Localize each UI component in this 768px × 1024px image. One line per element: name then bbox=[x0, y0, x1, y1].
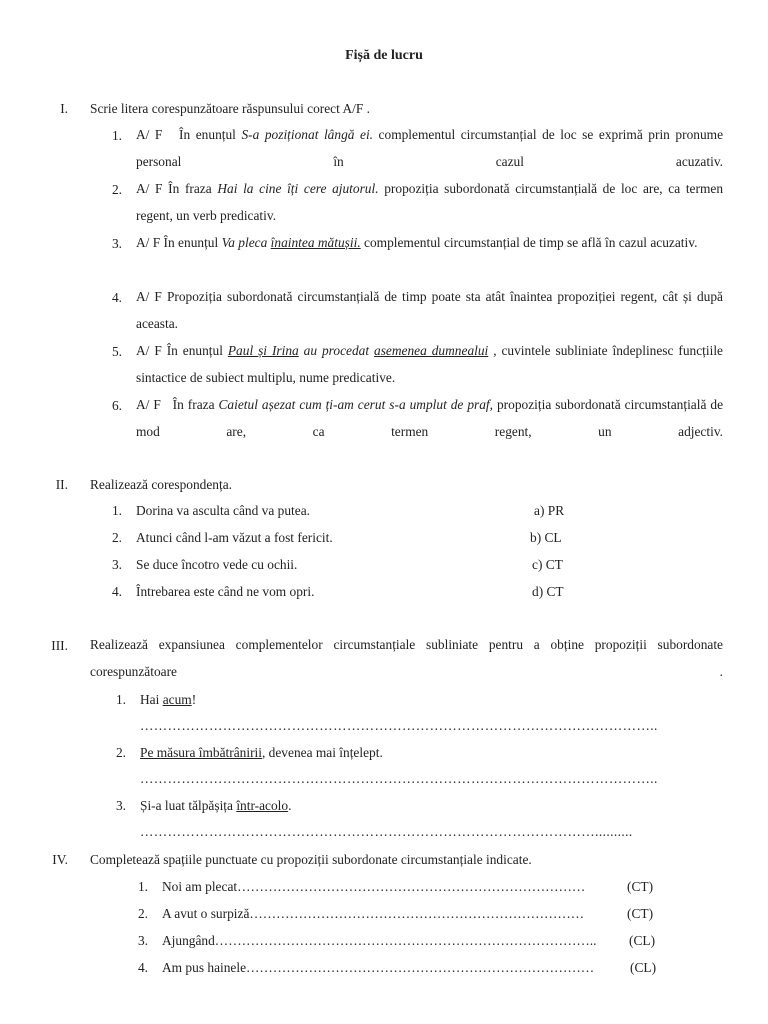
clause-type-tag: (CT) bbox=[627, 906, 654, 921]
af-choice: A/ F bbox=[136, 343, 162, 358]
section-iv-instruction: Completează spațiile punctuate cu propoziții subordonate circumstanțiale indicate. bbox=[90, 852, 532, 867]
section-iv-number: IV. bbox=[52, 852, 68, 867]
item-i-5: A/ F În enunțul Paul și Irina au procedat asemenea dumnealui , cuvintele subliniate îndeplinesc funcțiile sintactice de subiect multiplu, nume predicative. bbox=[136, 343, 723, 385]
match-option: a) PR bbox=[534, 503, 565, 518]
item-number: 2. bbox=[111, 182, 122, 197]
item-iii-3: Și-a luat tălpășița într-acolo. bbox=[140, 798, 292, 813]
af-choice: A/ F bbox=[136, 289, 162, 304]
item-number: 2. bbox=[115, 745, 126, 760]
answer-dots-line[interactable]: ………………………………………………………………………………………………….. bbox=[140, 718, 658, 733]
page-title: Fișă de lucru bbox=[345, 48, 423, 63]
fill-line[interactable]: Am pus hainele…………………………………………………………………… bbox=[162, 960, 595, 975]
af-choice: A/ F bbox=[136, 397, 161, 412]
section-iii-instruction: Realizează expansiunea complementelor circumstanțiale subliniate pentru a obține propoziții subordonate corespunzătoare . bbox=[90, 637, 723, 679]
item-number: 3. bbox=[111, 236, 122, 251]
match-sentence: Atunci când l-am văzut a fost fericit. bbox=[136, 530, 333, 545]
section-iii-number: III. bbox=[51, 638, 68, 653]
match-sentence: Se duce încotro vede cu ochii. bbox=[136, 557, 298, 572]
item-iii-1: Hai acum! bbox=[140, 692, 197, 707]
clause-type-tag: (CL) bbox=[629, 933, 656, 948]
item-number: 1. bbox=[111, 128, 122, 143]
item-number: 5. bbox=[111, 344, 122, 359]
item-number: 3. bbox=[137, 933, 148, 948]
item-number: 3. bbox=[111, 557, 122, 572]
item-number: 1. bbox=[137, 879, 148, 894]
item-number: 3. bbox=[115, 798, 126, 813]
item-number: 1. bbox=[111, 503, 122, 518]
af-choice: A/ F bbox=[136, 127, 163, 142]
item-number: 4. bbox=[111, 584, 122, 599]
af-choice: A/ F bbox=[136, 235, 161, 250]
match-option: b) CL bbox=[530, 530, 562, 545]
item-number: 2. bbox=[111, 530, 122, 545]
match-option: c) CT bbox=[532, 557, 563, 572]
fill-line[interactable]: Ajungând………………………………………………………………………….. bbox=[162, 933, 597, 948]
answer-dots-line[interactable]: ………………………………………………………………………………………………….. bbox=[140, 771, 658, 786]
item-number: 1. bbox=[115, 692, 126, 707]
item-number: 4. bbox=[111, 290, 122, 305]
item-i-3: A/ F În enunțul Va pleca înaintea mătușii. complementul circumstanțial de timp se află în cazul acuzativ. bbox=[136, 235, 698, 250]
item-number: 4. bbox=[137, 960, 148, 975]
item-number: 2. bbox=[137, 906, 148, 921]
clause-type-tag: (CL) bbox=[630, 960, 657, 975]
item-i-6: A/ F În fraza Caietul așezat cum ți-am cerut s-a umplut de praf, propoziția subordonată circumstanțială de mod are, ca termen regent, un adjectiv. bbox=[136, 397, 724, 439]
item-number: 6. bbox=[111, 398, 122, 413]
item-iii-2: Pe măsura îmbătrânirii, devenea mai înțelept. bbox=[140, 745, 383, 760]
section-i-number: I. bbox=[60, 101, 68, 116]
match-sentence: Dorina va asculta când va putea. bbox=[136, 503, 310, 518]
section-ii-number: II. bbox=[55, 477, 68, 492]
item-i-1: A/ F În enunțul S-a poziționat lângă ei. complementul circumstanțial de loc se exprimă prin pronume personal în cazul acuzativ. bbox=[136, 127, 724, 169]
clause-type-tag: (CT) bbox=[627, 879, 654, 894]
section-i-instruction: Scrie litera corespunzătoare răspunsului corect A/F . bbox=[90, 101, 370, 116]
fill-line[interactable]: Noi am plecat…………………………………………………………………… bbox=[162, 879, 586, 894]
item-i-2: A/ F În fraza Hai la cine îți cere ajutorul. propoziția subordonată circumstanțială de loc are, ca termen regent, un verb predicativ. bbox=[136, 181, 724, 223]
fill-line[interactable]: A avut o surpiză………………………………………………………………… bbox=[162, 906, 585, 921]
item-i-4: A/ F Propoziția subordonată circumstanțială de timp poate sta atât înaintea propoziției regent, cât și după aceasta. bbox=[136, 289, 723, 331]
match-sentence: Întrebarea este când ne vom opri. bbox=[136, 584, 315, 599]
match-option: d) CT bbox=[532, 584, 564, 599]
af-choice: A/ F bbox=[136, 181, 163, 196]
section-ii-instruction: Realizează corespondența. bbox=[90, 477, 233, 492]
answer-dots-line[interactable]: ……………………………………………………………………………………….......... bbox=[140, 824, 633, 839]
